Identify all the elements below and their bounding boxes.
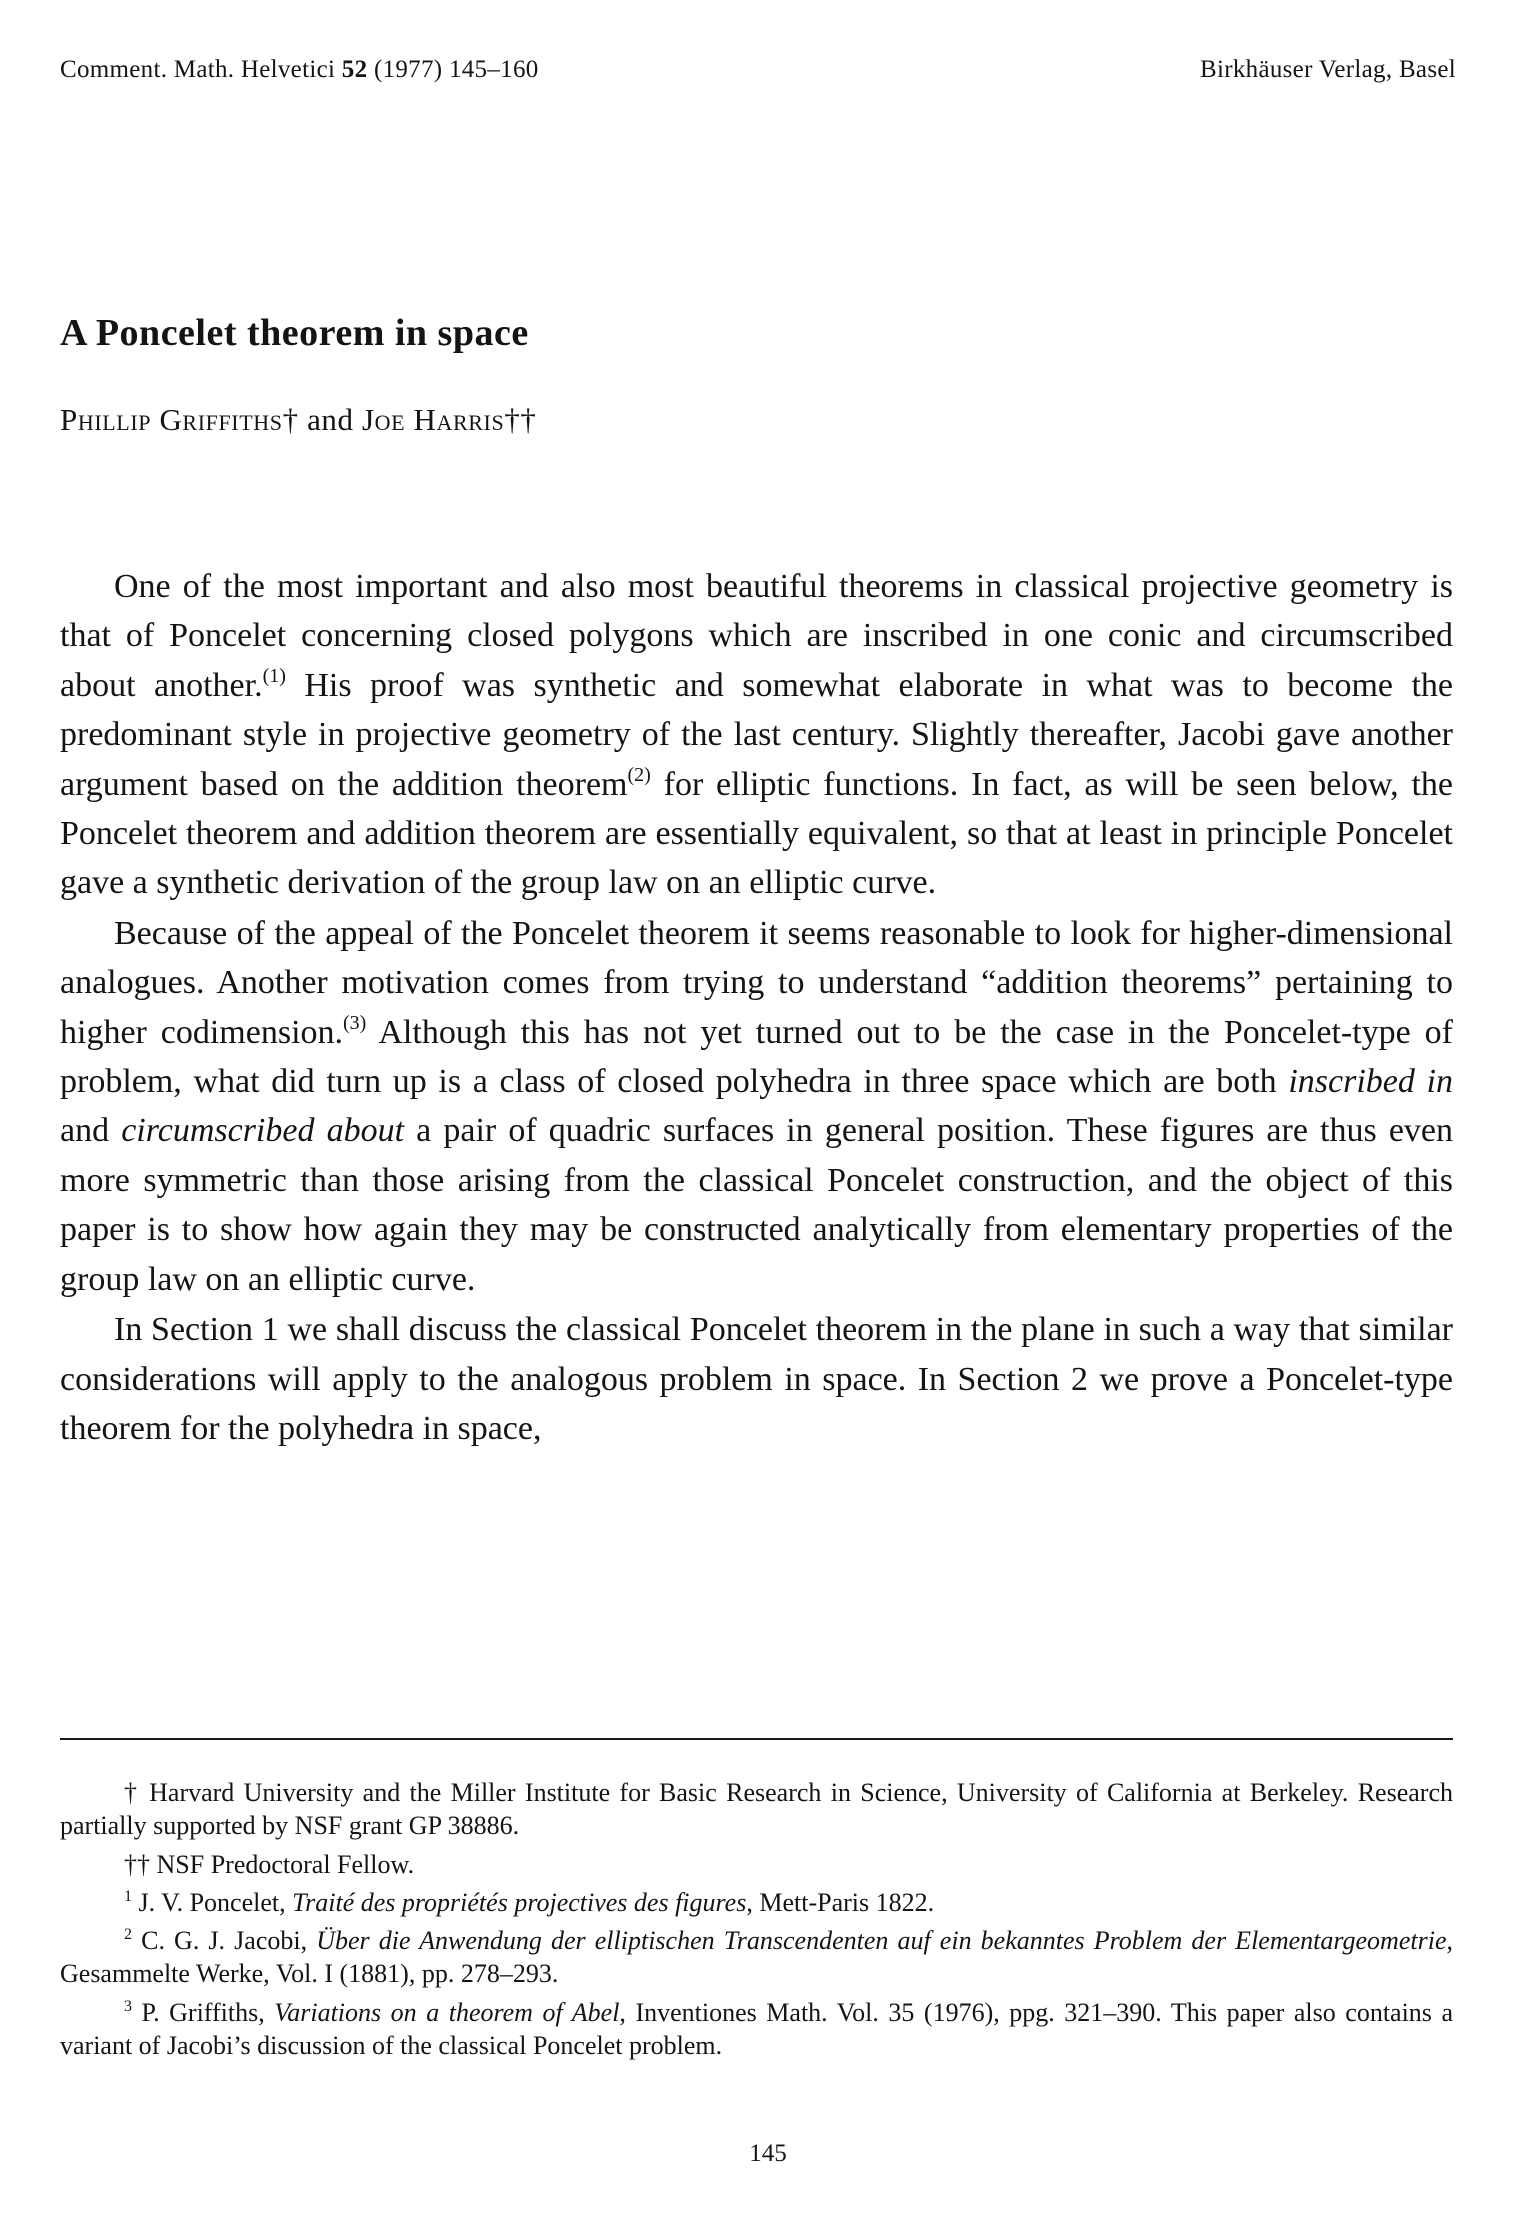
journal-year-pages: (1977) 145–160 (373, 56, 539, 83)
running-head-citation (60, 56, 539, 84)
footnote-divider (60, 1738, 1453, 1740)
reference-2: (2) (627, 763, 651, 786)
author-mark-dagger: † (282, 402, 299, 437)
paragraph-1-text-b: His proof was synthetic and somewhat elaborate in what was to become the predominant style in projective geometry of the last century. Slightly thereafter, Jacobi gave another argument based on the addition theorem (60, 666, 1453, 803)
page-number: 145 (749, 2140, 787, 2167)
paragraph-1 (60, 562, 1453, 908)
footnote-text-a: P. Griffiths, (132, 1997, 275, 2027)
author-griffiths: Phillip Griffiths (60, 402, 283, 437)
paragraph-1-text-a: One of the most important and also most beautiful theorems in classical projective geometry is that of Poncelet concerning closed polygons which are inscribed in one conic and circumscribed about another. (60, 568, 1453, 704)
footnote-2 (60, 1924, 1453, 1991)
paragraph-2-text-b: Although this has not yet turned out to be the case in the Poncelet-type of problem, what did turn up is a class of closed polyhedra in three space which are both (60, 1013, 1453, 1101)
footnote-mark: 1 (124, 1887, 132, 1905)
footnote-mark: †† (124, 1849, 150, 1879)
journal-name: Comment. Math. Helvetici (60, 56, 336, 83)
paragraph-1-text-c: for elliptic functions. In fact, as will be seen below, the Poncelet theorem and addition theorem are essentially equivalent, so that at least in principle Poncelet gave a synthetic derivation of the group law on an elliptic curve. (60, 765, 1453, 902)
footnote-text-a: J. V. Poncelet, (132, 1887, 293, 1917)
footnote-dagger (60, 1776, 1453, 1843)
author-harris: Joe Harris (361, 402, 505, 437)
publisher: Birkhäuser Verlag, Basel (1200, 56, 1456, 83)
footnote-double-dagger (60, 1848, 1453, 1881)
footnote-1 (60, 1886, 1453, 1919)
paragraph-2-text-d: a pair of quadric surfaces in general position. These figures are thus even more symmetric than those arising from the classical Poncelet construction, and the object of this paper is to show how again they may be constructed analytically from elementary properties of the group law on an elliptic curve. (60, 1112, 1453, 1298)
footnote-3 (60, 1996, 1453, 2063)
paper-title: A Poncelet theorem in space (60, 312, 529, 355)
footnotes (60, 1776, 1453, 2067)
footnote-title: Über die Anwendung der elliptischen Transcendenten auf ein bekanntes Problem der Elementargeometrie (316, 1926, 1447, 1956)
footnote-text-a: C. G. J. Jacobi, (132, 1926, 317, 1956)
reference-1: (1) (262, 664, 286, 687)
paragraph-2-emphasis-inscribed: inscribed in (1288, 1063, 1454, 1101)
paragraph-2-text-c: and (60, 1112, 122, 1150)
author-mark-double-dagger: †† (504, 402, 537, 437)
footnote-text-b: , Mett-Paris 1822. (746, 1887, 935, 1917)
footnote-text: NSF Predoctoral Fellow. (150, 1849, 415, 1879)
paragraph-3 (60, 1305, 1453, 1453)
paragraph-2-text-a: Because of the appeal of the Poncelet theorem it seems reasonable to look for higher-dimensional analogues. Another motivation comes from trying to understand “addition theorems” pertaining to higher codimension. (60, 914, 1453, 1051)
paragraph-3-text: In Section 1 we shall discuss the classical Poncelet theorem in the plane in such a way that similar considerations will apply to the analogous problem in space. In Section 2 we prove a Poncelet-type theorem for the polyhedra in space, (60, 1311, 1453, 1447)
footnote-mark: † (124, 1778, 140, 1807)
body-text (60, 562, 1453, 1453)
footnote-text: Harvard University and the Miller Institute for Basic Research in Science, University of California at Berkeley. Research partially supported by NSF grant GP 38886. (60, 1778, 1453, 1841)
footnote-text-b: , Gesammelte Werke, Vol. I (1881), pp. 278–293. (60, 1926, 1453, 1989)
journal-volume: 52 (341, 56, 368, 83)
reference-3: (3) (343, 1011, 367, 1034)
footnote-mark: 2 (124, 1926, 132, 1944)
paragraph-2-emphasis-circumscribed: circumscribed about (121, 1112, 405, 1150)
footnote-title: Variations on a theorem of Abel (274, 1997, 620, 2027)
author-conjunction: and (307, 402, 354, 437)
footnote-mark: 3 (124, 1997, 132, 2015)
footnote-title: Traité des propriétés projectives des figures (292, 1887, 747, 1917)
footnote-text-b: , Inventiones Math. Vol. 35 (1976), ppg. 321–390. This paper also contains a variant of Jacobi’s discussion of the classical Poncelet problem. (60, 1997, 1453, 2061)
paragraph-2 (60, 909, 1453, 1304)
author-line (60, 402, 537, 438)
